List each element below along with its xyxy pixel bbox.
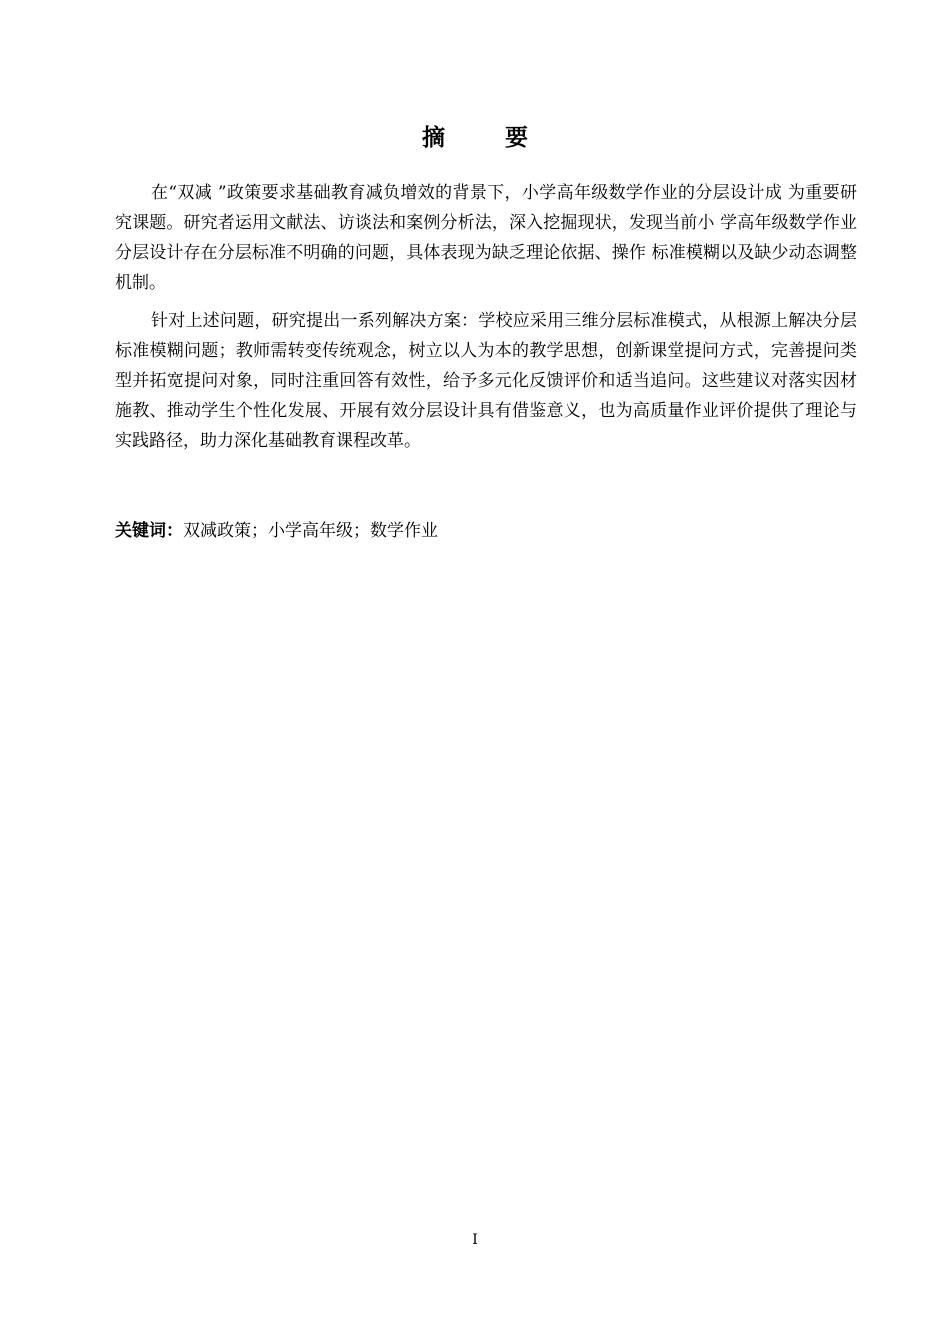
abstract-body bbox=[115, 178, 857, 456]
keywords-label: 关键词： bbox=[115, 521, 183, 541]
keywords-line bbox=[115, 517, 857, 545]
abstract-paragraph-2: 针对上述问题，研究提出一系列解决方案：学校应采用三维分层标准模式，从根源上解决分层标准模糊问题；教师需转变传统观念，树立以人为本的教学思想，创新课堂提问方式，完善提问类型并拓宽提问对象，同时注重回答有效性，给予多元化反馈评价和适当追问。这些建议对落实因材施教、推动学生个性化发展、开展有效分层设计具有借鉴意义，也为高质量作业评价提供了理论与实践路径，助力深化基础教育课程改革。 bbox=[115, 311, 857, 451]
page-number: I bbox=[472, 1232, 478, 1248]
keywords-text: 双减政策；小学高年级；数学作业 bbox=[183, 521, 438, 541]
abstract-title: 摘 要 bbox=[421, 125, 554, 151]
abstract-paragraph-1: 在“双减 ”政策要求基础教育减负增效的背景下，小学高年级数学作业的分层设计成 为重要研究课题。研究者运用文献法、访谈法和案例分析法，深入挖掘现状，发现当前小 学高年级数学作业分层设计存在分层标准不明确的问题，具体表现为缺乏理论依据、操作 标准模糊以及缺少动态调整机制。 bbox=[115, 183, 857, 293]
